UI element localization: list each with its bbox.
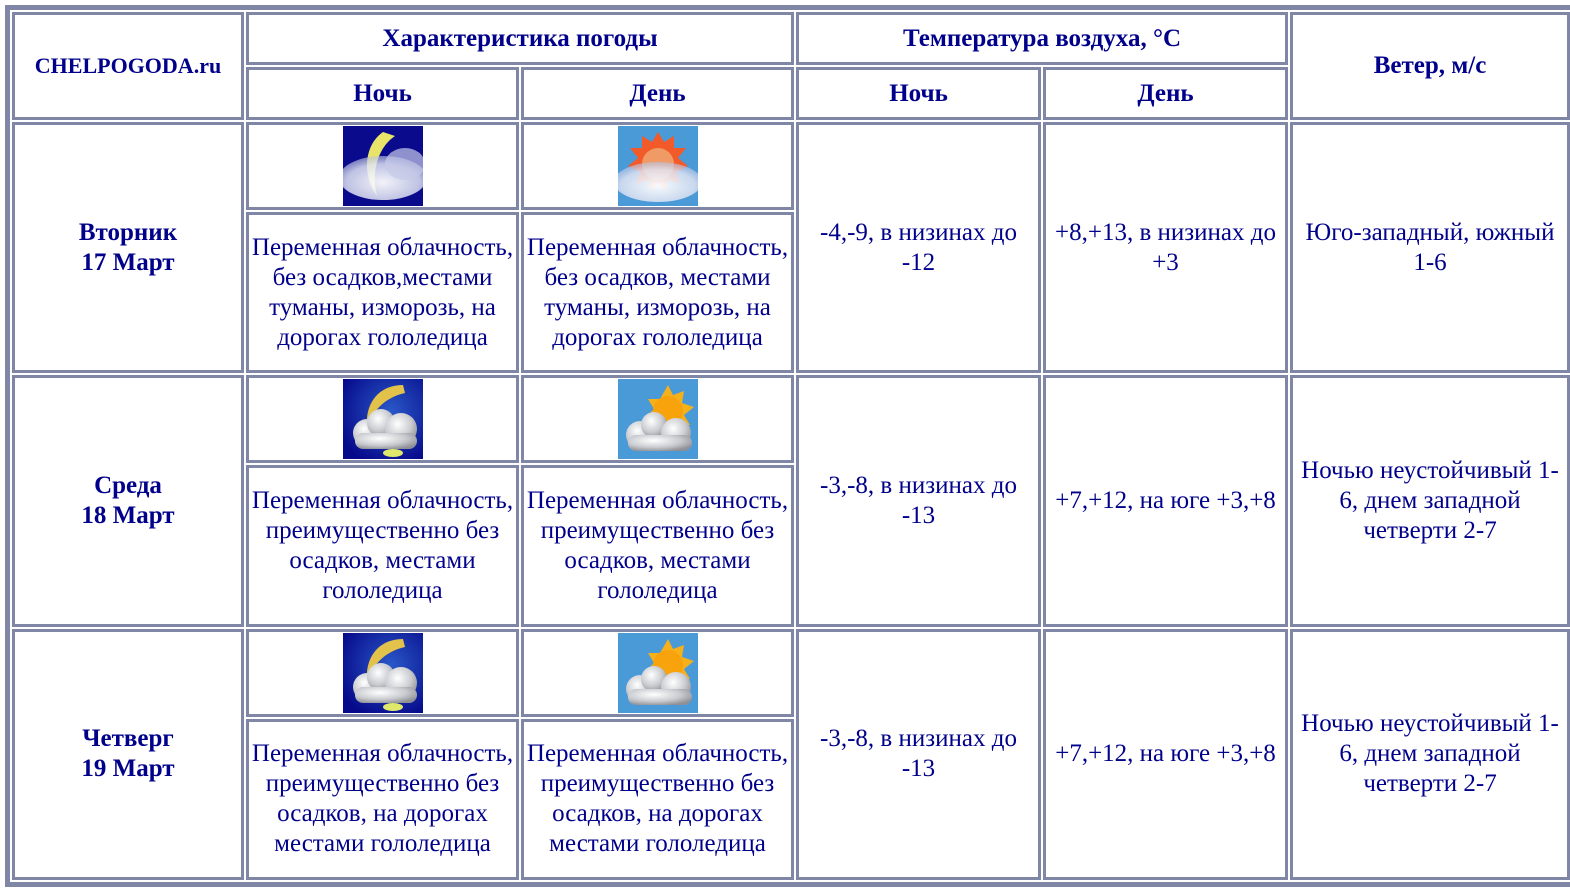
- temp-night-header: Ночь: [796, 67, 1041, 120]
- temp-day-header: День: [1043, 67, 1288, 120]
- weekday: Вторник: [78, 218, 178, 246]
- day-cell: [12, 375, 244, 626]
- wind: Ночью неустойчивый 1-6, днем западной четверти 2-7: [1290, 375, 1570, 626]
- moon-fog-icon: [343, 126, 423, 206]
- day-description: Переменная облачность, преимущественно без осадков, на дорогах местами гололедица: [521, 719, 794, 880]
- forecast-table: [5, 5, 1570, 887]
- day-cell: [12, 629, 244, 880]
- sun-clouds-icon: [618, 379, 698, 459]
- night-icon-cell: [246, 375, 519, 463]
- night-description: Переменная облачность, преимущественно без осадков, на дорогах местами гололедица: [246, 719, 519, 880]
- moon-clouds-icon: [343, 379, 423, 459]
- temperature-group-header: Температура воздуха, °C: [796, 12, 1288, 65]
- date: 19 Март: [81, 755, 175, 783]
- temp-night: -4,-9, в низинах до -12: [796, 122, 1041, 373]
- temp-day: +8,+13, в низинах до +3: [1043, 122, 1288, 373]
- weather-day-header: День: [521, 67, 794, 120]
- date: 18 Март: [81, 501, 175, 529]
- day-cell: [12, 122, 244, 373]
- day-icon-cell: [521, 629, 794, 717]
- wind: Юго-западный, южный 1-6: [1290, 122, 1570, 373]
- night-icon-cell: [246, 629, 519, 717]
- date: 17 Март: [81, 248, 175, 276]
- weather-night-header: Ночь: [246, 67, 519, 120]
- sun-clouds-icon: [618, 633, 698, 713]
- day-icon-cell: [521, 375, 794, 463]
- table-row: [12, 629, 1570, 717]
- day-description: Переменная облачность, преимущественно без осадков, местами гололедица: [521, 465, 794, 626]
- moon-clouds-icon: [343, 633, 423, 713]
- weekday: Четверг: [82, 725, 174, 753]
- table-row: [12, 375, 1570, 463]
- wind-header: Ветер, м/с: [1290, 12, 1570, 120]
- site-name: CHELPOGODA.ru: [12, 12, 244, 120]
- day-icon-cell: [521, 122, 794, 210]
- temp-night: -3,-8, в низинах до -13: [796, 629, 1041, 880]
- temp-day: +7,+12, на юге +3,+8: [1043, 629, 1288, 880]
- sun-fog-icon: [618, 126, 698, 206]
- weather-group-header: Характеристика погоды: [246, 12, 794, 65]
- temp-day: +7,+12, на юге +3,+8: [1043, 375, 1288, 626]
- wind: Ночью неустойчивый 1-6, днем западной четверти 2-7: [1290, 629, 1570, 880]
- weekday: Среда: [94, 471, 162, 499]
- table-row: [12, 122, 1570, 210]
- temp-night: -3,-8, в низинах до -13: [796, 375, 1041, 626]
- night-icon-cell: [246, 122, 519, 210]
- day-description: Переменная облачность, без осадков, местами туманы, изморозь, на дорогах гололедица: [521, 212, 794, 373]
- night-description: Переменная облачность, преимущественно без осадков, местами гололедица: [246, 465, 519, 626]
- night-description: Переменная облачность, без осадков,местами туманы, изморозь, на дорогах гололедица: [246, 212, 519, 373]
